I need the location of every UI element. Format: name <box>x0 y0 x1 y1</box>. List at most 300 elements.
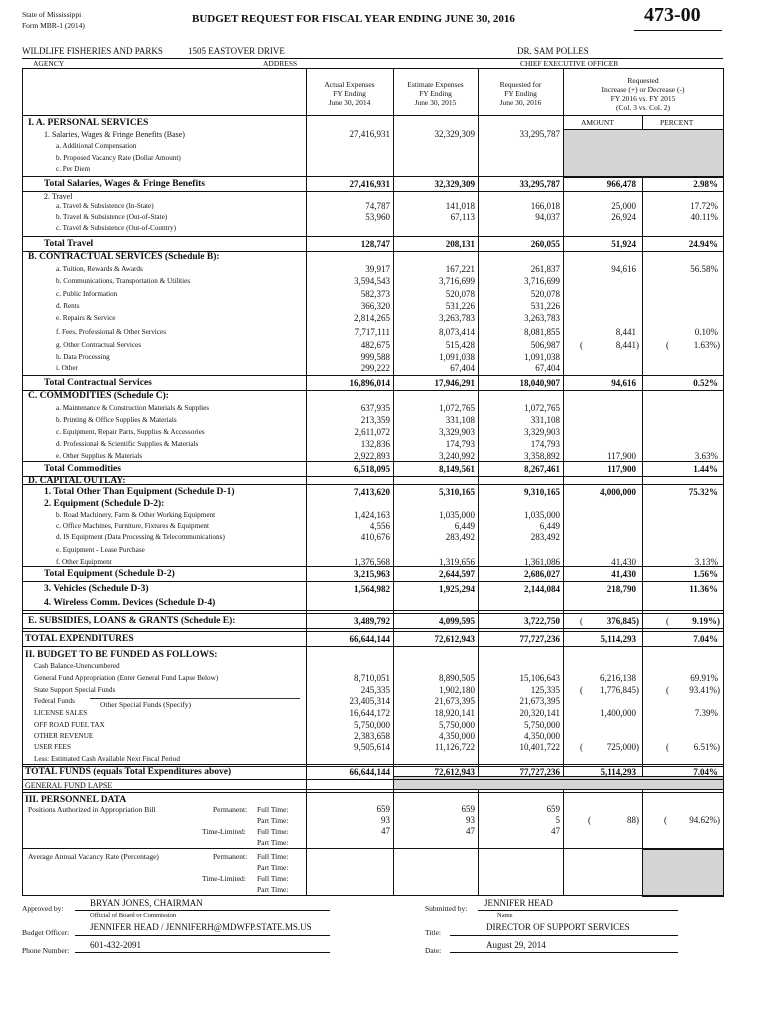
row-value-c1: 74,787 <box>365 201 390 211</box>
row-value-c2: 8,149,561 <box>439 464 475 474</box>
row-percent: 0.52% <box>693 378 718 388</box>
row-label: b. Communications, Transportation & Utilities <box>56 277 191 285</box>
row-value-c3: 331,108 <box>530 415 560 425</box>
row-label: g. Other Contractual Services <box>56 341 142 349</box>
row-value-c1: 128,747 <box>360 239 390 249</box>
row-value-c3: 166,018 <box>530 201 560 211</box>
row-label: Total Contractual Services <box>44 378 152 388</box>
row-value-c2: 3,716,699 <box>439 276 475 286</box>
other-special-funds-label: Other Special Funds (Specify) <box>100 700 192 709</box>
row-label: I. A. PERSONAL SERVICES <box>28 118 149 128</box>
row-value-c1: 410,676 <box>360 532 390 542</box>
row-rule-5b <box>22 176 723 177</box>
date-line <box>450 952 678 953</box>
row-label: a. Travel & Subsistence (In-State) <box>56 202 154 210</box>
row-value-c1: 637,935 <box>360 403 390 413</box>
row-value-c1: 53,960 <box>365 212 390 222</box>
row-percent: 3.63% <box>694 451 718 461</box>
row-label: GENERAL FUND LAPSE <box>25 781 113 790</box>
row-value-c1: 482,675 <box>360 340 390 350</box>
row-value-c2: 283,492 <box>445 532 475 542</box>
part-time-label-4: Part Time: <box>257 885 289 894</box>
row-value-c3: 3,716,699 <box>524 276 560 286</box>
row-value-c3: 15,106,643 <box>519 673 560 683</box>
row-amount: 25,000 <box>611 201 636 211</box>
row-value-c1: 1,564,982 <box>354 584 390 594</box>
row-value-c2: 4,099,595 <box>439 616 475 626</box>
row-value-c3: 77,727,236 <box>519 767 560 777</box>
row-value-c1: 5,750,000 <box>354 720 390 730</box>
row-value-c2: 208,131 <box>445 239 475 249</box>
row-percent: 17.72% <box>690 201 718 211</box>
row-label: f. Other Equipment <box>56 558 112 566</box>
personnel-r2-pct: 94.62%) <box>689 815 720 825</box>
row-rule-30b <box>22 484 723 485</box>
row-value-c1: 213,359 <box>360 415 390 425</box>
part-time-label-1: Part Time: <box>257 816 289 825</box>
table-right-border <box>723 68 724 896</box>
row-value-c3: 174,793 <box>530 439 560 449</box>
row-value-c3: 1,072,765 <box>524 403 560 413</box>
row-percent: 11.36% <box>689 584 718 594</box>
row-value-c3: 21,673,395 <box>519 696 560 706</box>
date-value: August 29, 2014 <box>486 940 546 950</box>
row-value-c1: 2,611,072 <box>354 427 390 437</box>
row-label: e. Equipment - Lease Purchase <box>56 546 145 554</box>
row-value-c3: 20,320,141 <box>519 708 560 718</box>
agency-code: 473-00 <box>644 4 701 26</box>
row-value-c2: 1,319,656 <box>439 557 475 567</box>
row-value-c3: 283,492 <box>530 532 560 542</box>
row-amount-paren: ( <box>580 685 583 695</box>
row-value-c3: 18,040,907 <box>519 378 560 388</box>
row-amount: 4,000,000 <box>600 487 636 497</box>
row-value-c1: 1,424,163 <box>354 510 390 520</box>
row-value-c2: 1,072,765 <box>439 403 475 413</box>
row-value-c2: 8,890,505 <box>439 673 475 683</box>
row-value-c2: 531,226 <box>445 301 475 311</box>
row-percent: 0.10% <box>694 327 718 337</box>
row-value-c3: 125,335 <box>530 685 560 695</box>
row-label: 1. Total Other Than Equipment (Schedule D-1) <box>44 487 235 497</box>
row-percent: 6.51%) <box>693 742 720 752</box>
row-value-c1: 16,896,014 <box>349 378 390 388</box>
row-rule-21b <box>22 375 723 376</box>
row-label: State Support Special Funds <box>34 686 116 694</box>
row-label: Less: Estimated Cash Available Next Fiscal Period <box>34 755 180 763</box>
row-value-c2: 32,329,309 <box>434 179 475 189</box>
submitted-by-label: Submitted by: <box>425 904 468 913</box>
row-value-c1: 4,556 <box>369 521 390 531</box>
row-percent: 40.11% <box>690 212 718 222</box>
submitted-by-line <box>478 910 678 911</box>
row-value-c1: 3,594,543 <box>354 276 390 286</box>
full-time-label-3: Full Time: <box>257 852 289 861</box>
row-label: b. Proposed Vacancy Rate (Dollar Amount) <box>56 154 181 162</box>
row-value-c3: 9,310,165 <box>524 487 560 497</box>
page-title: BUDGET REQUEST FOR FISCAL YEAR ENDING JUNE 30, 2016 <box>192 13 515 25</box>
row-percent-paren: ( <box>666 616 669 626</box>
personnel-r1-c3: 659 <box>546 804 560 814</box>
row-percent-paren: ( <box>666 742 669 752</box>
row-percent: 75.32% <box>688 487 718 497</box>
row-label: 4. Wireless Comm. Devices (Schedule D-4) <box>44 598 216 608</box>
row-value-c3: 3,329,903 <box>524 427 560 437</box>
row-amount: 376,845) <box>606 616 639 626</box>
shaded-personal-services <box>563 129 724 178</box>
row-amount: 1,400,000 <box>600 708 636 718</box>
row-amount: 117,900 <box>607 464 636 474</box>
code-underline <box>634 30 722 31</box>
row-value-c2: 67,113 <box>450 212 475 222</box>
row-label: a. Tuition, Rewards & Awards <box>56 265 143 273</box>
agency-label: AGENCY <box>33 59 65 68</box>
row-amount: 117,900 <box>607 451 636 461</box>
budget-officer-line <box>75 935 330 936</box>
row-value-c3: 531,226 <box>530 301 560 311</box>
row-value-c1: 3,489,792 <box>354 616 390 626</box>
row-label: 2. Travel <box>44 192 73 201</box>
row-value-c2: 11,126,722 <box>434 742 475 752</box>
row-label: a. Additional Compensation <box>56 142 137 150</box>
budget-officer-value: JENNIFER HEAD / JENNIFERH@MDWFP.STATE.MS.US <box>90 922 312 932</box>
row-rule-52a <box>22 779 723 780</box>
row-amount: 26,924 <box>611 212 636 222</box>
row-label: d. Rents <box>56 302 80 310</box>
row-rule-38b <box>22 581 723 582</box>
row-value-c1: 8,710,051 <box>354 673 390 683</box>
row-amount: 41,430 <box>611 557 636 567</box>
row-value-c3: 77,727,236 <box>519 634 560 644</box>
row-label: b. Travel & Subsistence (Out-of-State) <box>56 213 168 221</box>
row-value-c1: 999,588 <box>360 352 390 362</box>
row-label: e. Repairs & Service <box>56 314 116 322</box>
row-rule-39a <box>22 610 723 611</box>
row-amount: 8,441 <box>615 327 636 337</box>
personnel-r1-c1: 659 <box>376 804 390 814</box>
row-value-c1: 366,320 <box>360 301 390 311</box>
row-label: Federal Funds <box>34 697 75 705</box>
row-value-c2: 167,221 <box>445 264 475 274</box>
amount-header: AMOUNT <box>581 118 614 127</box>
row-value-c3: 520,078 <box>530 289 560 299</box>
row-value-c3: 3,263,783 <box>524 313 560 323</box>
budget-officer-label: Budget Officer: <box>22 928 70 937</box>
approved-by-label: Approved by: <box>22 904 64 913</box>
row-percent-paren: ( <box>666 340 669 350</box>
row-value-c1: 2,383,658 <box>354 731 390 741</box>
row-value-c3: 4,350,000 <box>524 731 560 741</box>
row-label: General Fund Appropriation (Enter General Fund Lapse Below) <box>34 674 219 682</box>
row-value-c1: 6,518,095 <box>354 464 390 474</box>
row-value-c2: 1,902,180 <box>439 685 475 695</box>
row-percent: 7.04% <box>693 767 718 777</box>
row-rule-41b <box>22 631 723 632</box>
row-value-c3: 67,404 <box>535 363 560 373</box>
row-value-c2: 331,108 <box>445 415 475 425</box>
col3-header: Requested for FY Ending June 30, 2016 <box>499 80 542 107</box>
row-value-c3: 1,091,038 <box>524 352 560 362</box>
row-percent: 3.13% <box>694 557 718 567</box>
row-label: d. Professional & Scientific Supplies & Materials <box>56 440 199 448</box>
row-value-c2: 141,018 <box>445 201 475 211</box>
row-amount: 6,216,138 <box>600 673 636 683</box>
row-value-c3: 10,401,722 <box>519 742 560 752</box>
row-percent: 1.63%) <box>693 340 720 350</box>
row-label: Total Travel <box>44 239 94 249</box>
form-number: Form MBR-1 (2014) <box>22 21 85 30</box>
row-rule-40a <box>22 628 723 629</box>
row-value-c1: 299,222 <box>360 363 390 373</box>
row-label: c. Equipment, Repair Parts, Supplies & Accessories <box>56 428 205 436</box>
phone-line <box>75 952 330 953</box>
row-value-c2: 18,920,141 <box>434 708 475 718</box>
row-value-c2: 2,644,597 <box>439 569 475 579</box>
row-label: Total Equipment (Schedule D-2) <box>44 569 175 579</box>
row-value-c3: 1,035,000 <box>524 510 560 520</box>
row-label: f. Fees, Professional & Other Services <box>56 328 166 336</box>
phone-label: Phone Number: <box>22 946 70 955</box>
row-value-c1: 66,644,144 <box>349 634 390 644</box>
row-amount-paren: ( <box>580 616 583 626</box>
positions-authorized-label: Positions Authorized in Appropriation Bill <box>28 805 156 814</box>
row-amount: 725,000) <box>606 742 639 752</box>
personnel-r2-amt-open: ( <box>588 815 591 825</box>
name-label: Name <box>497 912 513 919</box>
row-amount: 51,924 <box>611 239 636 249</box>
row-value-c3: 33,295,787 <box>519 179 560 189</box>
title-value: DIRECTOR OF SUPPORT SERVICES <box>486 922 630 932</box>
row-percent: 2.98% <box>693 179 718 189</box>
row-label: h. Data Processing <box>56 353 110 361</box>
title-line <box>450 935 678 936</box>
row-label: a. Maintenance & Construction Materials & Supplies <box>56 404 210 412</box>
row-value-c1: 9,505,614 <box>354 742 390 752</box>
row-value-c1: 16,644,172 <box>349 708 390 718</box>
row-value-c2: 32,329,309 <box>434 129 475 139</box>
row-percent: 56.58% <box>690 264 718 274</box>
row-value-c2: 72,612,943 <box>434 767 475 777</box>
row-label: 1. Salaries, Wages & Fringe Benefits (Base) <box>44 130 185 139</box>
part-time-label-2: Part Time: <box>257 838 289 847</box>
row-value-c1: 39,917 <box>365 264 390 274</box>
row-value-c1: 3,215,963 <box>354 569 390 579</box>
approved-by-sub: Official of Board or Commission <box>90 912 177 919</box>
row-label: c. Travel & Subsistence (Out-of-Country) <box>56 224 176 232</box>
full-time-label-2: Full Time: <box>257 827 289 836</box>
row-label: TOTAL EXPENDITURES <box>25 634 134 644</box>
row-value-c3: 5,750,000 <box>524 720 560 730</box>
approved-by-name: BRYAN JONES, CHAIRMAN <box>90 898 203 908</box>
phone-value: 601-432-2091 <box>90 940 141 950</box>
row-value-c3: 94,037 <box>535 212 560 222</box>
percent-header: PERCENT <box>660 118 694 127</box>
table-bottom-rule <box>22 895 723 896</box>
row-value-c3: 1,361,086 <box>524 557 560 567</box>
col4-header: Requested Increase (+) or Decrease (-) FY 2016 vs. FY 2015 (Col. 3 vs. Col. 2) <box>601 76 685 112</box>
row-percent: 93.41%) <box>689 685 720 695</box>
row-amount-paren: ( <box>580 340 583 350</box>
row-value-c1: 27,416,931 <box>349 129 390 139</box>
submitted-by-name: JENNIFER HEAD <box>484 898 553 908</box>
agency-address: 1505 EASTOVER DRIVE <box>188 46 285 56</box>
row-label: B. CONTRACTUAL SERVICES (Schedule B): <box>28 252 220 262</box>
row-label: TOTAL FUNDS (equals Total Expenditures above) <box>25 767 232 777</box>
row-percent: 9.19%) <box>692 616 720 626</box>
row-percent: 24.94% <box>688 239 718 249</box>
row-rule-5a <box>22 191 723 192</box>
row-value-c2: 520,078 <box>445 289 475 299</box>
personnel-r2-c2: 93 <box>466 815 475 825</box>
row-rule-28a <box>22 476 723 477</box>
time-limited-label-1: Time-Limited: <box>202 827 246 836</box>
row-value-c2: 72,612,943 <box>434 634 475 644</box>
part-time-label-3: Part Time: <box>257 863 289 872</box>
row-amount: 5,114,293 <box>600 634 636 644</box>
row-value-c3: 3,358,892 <box>524 451 560 461</box>
row-value-c3: 2,144,084 <box>524 584 560 594</box>
row-amount: 41,430 <box>611 569 636 579</box>
row-value-c1: 23,405,314 <box>349 696 390 706</box>
row-label: 3. Vehicles (Schedule D-3) <box>44 584 149 594</box>
row-label: c. Office Machines, Furniture, Fixtures & Equipment <box>56 522 209 530</box>
row-value-c2: 3,329,903 <box>439 427 475 437</box>
row-percent: 69.91% <box>690 673 718 683</box>
row-value-c2: 67,404 <box>450 363 475 373</box>
address-label: ADDRESS <box>263 59 298 68</box>
personnel-r2-c3: 5 <box>555 815 560 825</box>
col1-header: Actual Expenses FY Ending June 30, 2014 <box>324 80 375 107</box>
row-label: 2. Equipment (Schedule D-2): <box>44 499 165 509</box>
personnel-r2-c1: 93 <box>381 815 390 825</box>
row-value-c2: 1,035,000 <box>439 510 475 520</box>
date-label: Date: <box>425 946 442 955</box>
row-label: LICENSE SALES <box>34 709 88 717</box>
row-value-c1: 7,717,111 <box>354 327 390 337</box>
row-label: Total Commodities <box>44 464 121 474</box>
row-value-c2: 1,925,294 <box>439 584 475 594</box>
row-label: i. Other <box>56 364 78 372</box>
row-value-c1: 132,836 <box>360 439 390 449</box>
row-value-c1: 27,416,931 <box>349 179 390 189</box>
row-value-c1: 2,814,265 <box>354 313 390 323</box>
row-value-c2: 17,946,291 <box>434 378 475 388</box>
row-value-c3: 33,295,787 <box>519 129 560 139</box>
row-label: OTHER REVENUE <box>34 732 94 740</box>
row-percent: 7.04% <box>693 634 718 644</box>
row-value-c3: 260,055 <box>530 239 560 249</box>
time-limited-label-2: Time-Limited: <box>202 874 246 883</box>
row-value-c2: 3,263,783 <box>439 313 475 323</box>
row-percent: 1.56% <box>693 569 718 579</box>
row-percent: 1.44% <box>693 464 718 474</box>
row-amount: 94,616 <box>611 378 636 388</box>
row-value-c1: 582,373 <box>360 289 390 299</box>
row-amount: 218,790 <box>606 584 636 594</box>
personnel-mid-rule <box>22 848 723 849</box>
row-rule-sec1 <box>22 115 723 116</box>
row-percent: 7.39% <box>694 708 718 718</box>
row-amount-paren: ( <box>580 742 583 752</box>
personnel-r3-c1: 47 <box>381 826 390 836</box>
personnel-r3-c2: 47 <box>466 826 475 836</box>
full-time-label-1: Full Time: <box>257 805 289 814</box>
table-top-rule <box>22 68 723 69</box>
shaded-vacancy-rate <box>642 849 724 897</box>
row-value-c1: 1,376,568 <box>354 557 390 567</box>
row-rule-sec-personnel <box>22 789 723 790</box>
ceo-label: CHIEF EXECUTIVE OFFICER <box>520 59 619 68</box>
row-label: Cash Balance-Unencumbered <box>34 662 120 670</box>
row-value-c2: 6,449 <box>454 521 475 531</box>
row-label: Total Salaries, Wages & Fringe Benefits <box>44 179 205 189</box>
table-left-border <box>22 68 23 896</box>
row-value-c1: 245,335 <box>360 685 390 695</box>
row-amount: 94,616 <box>611 264 636 274</box>
row-label: OFF ROAD FUEL TAX <box>34 721 105 729</box>
row-label: e. Other Supplies & Materials <box>56 452 143 460</box>
row-amount: 5,114,293 <box>600 767 636 777</box>
row-percent-paren: ( <box>666 685 669 695</box>
permanent-label-1: Permanent: <box>213 805 248 814</box>
row-label: c. Per Diem <box>56 165 91 173</box>
row-amount: 966,478 <box>606 179 636 189</box>
row-value-c2: 174,793 <box>445 439 475 449</box>
personnel-r2-pct-open: ( <box>664 815 667 825</box>
approved-by-line <box>75 910 330 911</box>
personnel-r2-amt: 88) <box>627 815 639 825</box>
row-rule-53a <box>22 792 723 793</box>
row-value-c1: 2,922,893 <box>354 451 390 461</box>
row-value-c3: 506,987 <box>530 340 560 350</box>
row-value-c3: 2,686,027 <box>524 569 560 579</box>
row-value-c2: 1,091,038 <box>439 352 475 362</box>
row-value-c2: 515,428 <box>445 340 475 350</box>
row-label: II. BUDGET TO BE FUNDED AS FOLLOWS: <box>25 650 218 660</box>
row-label: b. Printing & Office Supplies & Materials <box>56 416 177 424</box>
other-special-funds-rule <box>90 698 300 699</box>
row-amount: 1,776,845) <box>600 685 639 695</box>
full-time-label-4: Full Time: <box>257 874 289 883</box>
row-value-c2: 8,073,414 <box>439 327 475 337</box>
row-label: d. IS Equipment (Data Processing & Telecommunications) <box>56 533 225 541</box>
personnel-r1-c2: 659 <box>461 804 475 814</box>
row-label: D. CAPITAL OUTLAY: <box>28 476 126 486</box>
row-value-c3: 8,267,461 <box>524 464 560 474</box>
row-value-c1: 7,413,620 <box>354 487 390 497</box>
state-name: State of Mississippi <box>22 10 82 19</box>
vacancy-rate-label: Average Annual Vacancy Rate (Percentage) <box>28 852 159 861</box>
row-value-c2: 3,240,992 <box>439 451 475 461</box>
row-rule-40b <box>22 613 723 614</box>
row-rule-41a <box>22 646 723 647</box>
ceo-name: DR. SAM POLLES <box>517 46 589 56</box>
agency-name: WILDLIFE FISHERIES AND PARKS <box>22 46 163 56</box>
row-label: E. SUBSIDIES, LOANS & GRANTS (Schedule E): <box>28 616 236 626</box>
row-value-c2: 5,750,000 <box>439 720 475 730</box>
row-value-c3: 6,449 <box>539 521 560 531</box>
row-label: C. COMMODITIES (Schedule C): <box>28 391 169 401</box>
row-label: III. PERSONNEL DATA <box>25 795 127 805</box>
row-label: b. Road Machinery, Farm & Other Working Equipment <box>56 511 216 519</box>
row-value-c1: 66,644,144 <box>349 767 390 777</box>
personnel-r3-c3: 47 <box>551 826 560 836</box>
permanent-label-2: Permanent: <box>213 852 248 861</box>
title-label: Title: <box>425 928 441 937</box>
row-amount: 8,441) <box>615 340 639 350</box>
row-label: c. Public Information <box>56 290 118 298</box>
row-value-c3: 3,722,750 <box>524 616 560 626</box>
